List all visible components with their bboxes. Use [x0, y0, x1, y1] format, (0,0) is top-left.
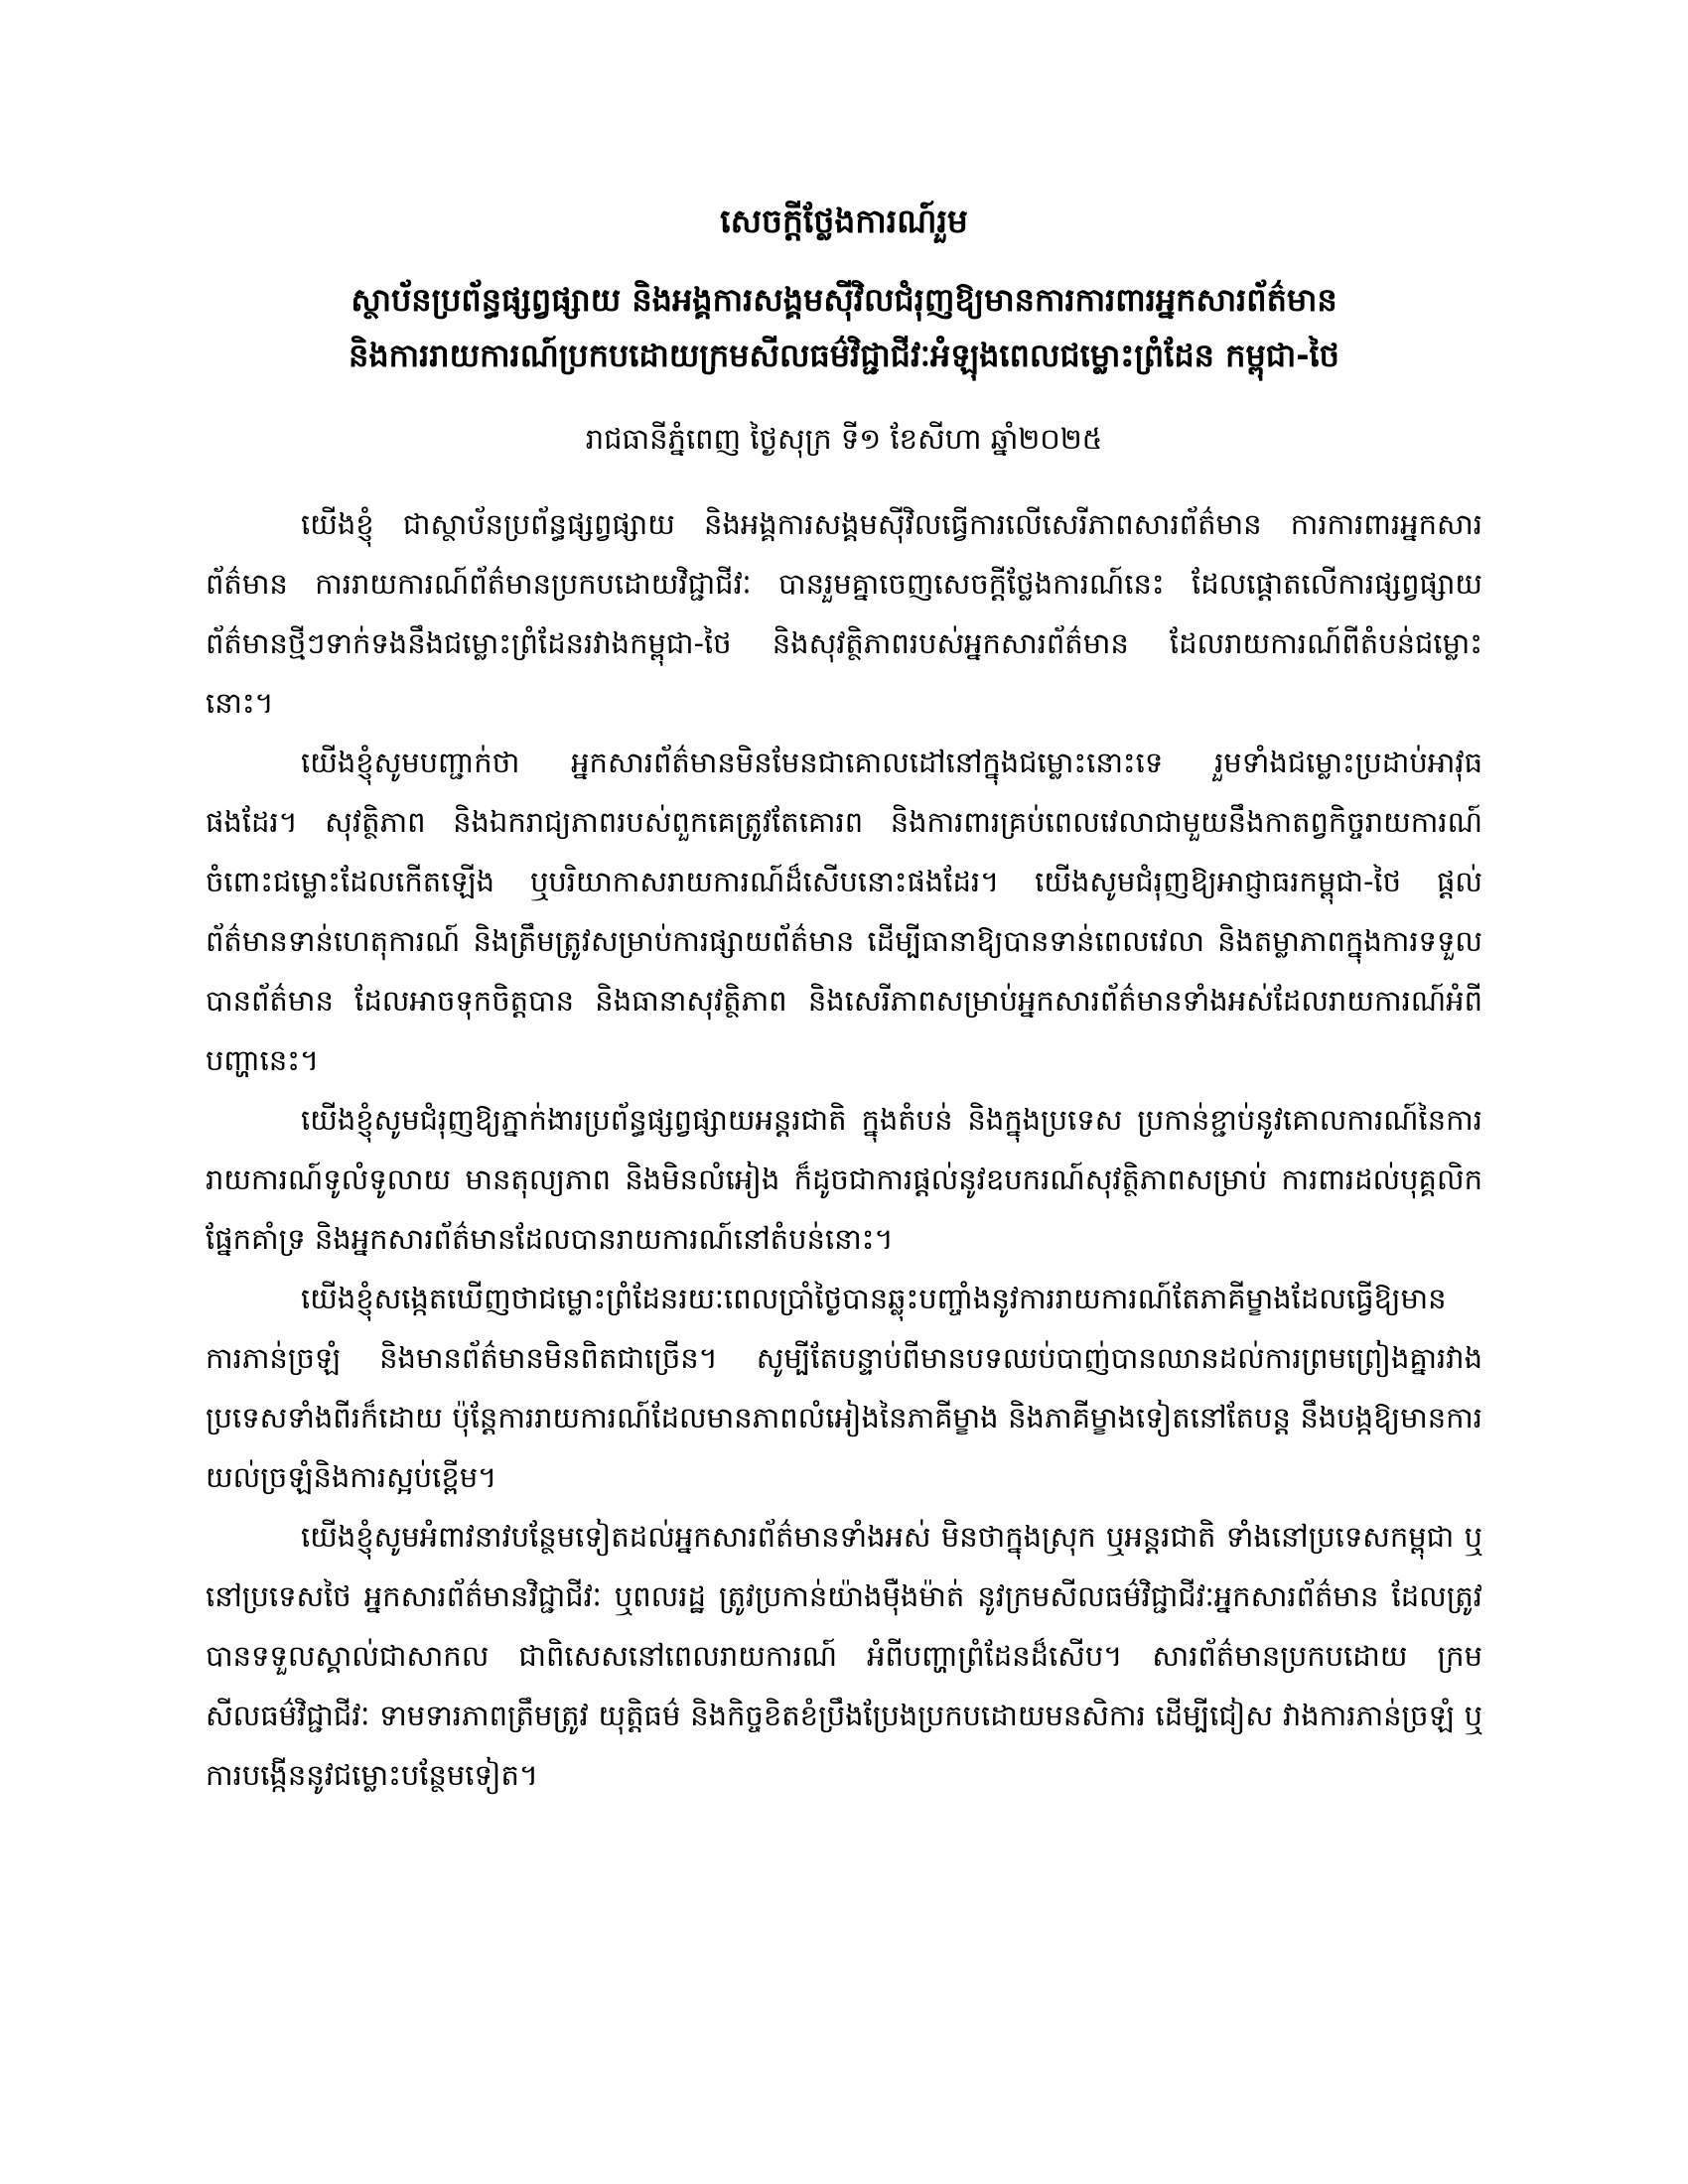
- subtitle-line-1: ស្ថាប័នប្រព័ន្ធផ្សព្វផ្សាយ និងអង្គការសង្គមស៊ីវិលជំរុញឱ្យមានការការពារអ្នកសារព័ត៌មាន: [351, 281, 1337, 319]
- statement-subtitle: [206, 272, 1482, 383]
- paragraph-4: យើងខ្ញុំសង្កេតឃើញថាជម្លោះព្រំដែនរយៈពេលប្រាំថ្ងៃបានឆ្លុះបញ្ចាំងនូវការរាយការណ៍តែភាគីម្ខាងដែលធ្វើឱ្យមានការភាន់ច្រឡំ និងមានព័ត៌មានមិនពិតជាច្រើន។ សូម្បីតែបន្ទាប់ពីមានបទឈប់បាញ់បានឈានដល់ការព្រមព្រៀងគ្នារវាងប្រទេសទាំងពីរក៏ដោយ ប៉ុន្តែការរាយការណ៍ដែលមានភាពលំអៀងនៃភាគីម្ខាង និងភាគីម្ខាងទៀតនៅតែបន្ត នឹងបង្កឱ្យមានការយល់ច្រឡំនិងការស្អប់ខ្ពើម។: [206, 1282, 1482, 1494]
- statement-body: [206, 494, 1482, 1805]
- subtitle-line-2: និងការរាយការណ៍ប្រកបដោយក្រមសីលធម៌វិជ្ជាជីវៈអំឡុងពេលជម្លោះព្រំដែន កម្ពុជា-ថៃ: [349, 337, 1339, 374]
- dateline: រាជធានីភ្នំពេញ ថ្ងៃសុក្រ ទី១ ខែសីហា ឆ្នាំ២០២៥: [585, 422, 1103, 456]
- paragraph-1: យើងខ្ញុំ ជាស្ថាប័នប្រព័ន្ធផ្សព្វផ្សាយ និងអង្គការសង្គមស៊ីវិលធ្វើការលើសេរីភាពសារព័ត៌មាន ការការពារអ្នកសារព័ត៌មាន ការរាយការណ៍ព័ត៌មានប្រកបដោយវិជ្ជាជីវៈ បានរួមគ្នាចេញសេចក្តីថ្លែងការណ៍នេះ ដែលផ្តោតលើការផ្សព្វផ្សាយព័ត៌មានថ្មីៗទាក់ទងនឹងជម្លោះព្រំដែនរវាងកម្ពុជា-ថៃ និងសុវត្ថិភាពរបស់អ្នកសារព័ត៌មាន ដែលរាយការណ៍ពីតំបន់ជម្លោះនោះ។: [206, 507, 1482, 720]
- statement-title: សេចក្តីថ្លែងការណ៍រួម: [720, 202, 968, 240]
- paragraph-2: យើងខ្ញុំសូមបញ្ជាក់ថា អ្នកសារព័ត៌មានមិនមែនជាគោលដៅនៅក្នុងជម្លោះនោះទេ រួមទាំងជម្លោះប្រដាប់អាវុធផងដែរ។ សុវត្ថិភាព និងឯករាជ្យភាពរបស់ពួកគេត្រូវតែគោរព និងការពារគ្រប់ពេលវេលាជាមួយនឹងកាតព្វកិច្ចរាយការណ៍ចំពោះជម្លោះដែលកើតឡើង ឬបរិយាកាសរាយការណ៍ដ៏សើបនោះផងដែរ។ យើងសូមជំរុញឱ្យអាជ្ញាធរកម្ពុជា-ថៃ ផ្តល់ព័ត៌មានទាន់ហេតុការណ៍ និងត្រឹមត្រូវសម្រាប់ការផ្សាយព័ត៌មាន ដើម្បីធានាឱ្យបានទាន់ពេលវេលា និងតម្លាភាពក្នុងការទទួលបានព័ត៌មាន ដែលអាចទុកចិត្តបាន និងធានាសុវត្ថិភាព និងសេរីភាពសម្រាប់អ្នកសារព័ត៌មានទាំងអស់ដែលរាយការណ៍អំពីបញ្ហានេះ។: [206, 746, 1482, 1077]
- paragraph-5: យើងខ្ញុំសូមអំពាវនាវបន្ថែមទៀតដល់អ្នកសារព័ត៌មានទាំងអស់ មិនថាក្នុងស្រុក ឬអន្តរជាតិ ទាំងនៅប្រទេសកម្ពុជា ឬនៅប្រទេសថៃ អ្នកសារព័ត៌មានវិជ្ជាជីវៈ ឬពលរដ្ឋ ត្រូវប្រកាន់យ៉ាងម៉ឺងម៉ាត់ នូវក្រមសីលធម៌វិជ្ជាជីវៈអ្នកសារព័ត៌មាន ដែលត្រូវបានទទួលស្គាល់ជាសាកល ជាពិសេសនៅពេលរាយការណ៍ អំពីបញ្ហាព្រំដែនដ៏សើប។ សារព័ត៌មានប្រកបដោយ ក្រមសីលធម៌វិជ្ជាជីវៈ ទាមទារភាពត្រឹមត្រូវ យុត្តិធម៌ និងកិច្ចខិតខំប្រឹងប្រែងប្រកបដោយមនសិការ ដើម្បីជៀស វាងការភាន់ច្រឡំ ឬការបង្កើននូវជម្លោះបន្ថែមទៀត។: [206, 1520, 1482, 1792]
- paragraph-3: យើងខ្ញុំសូមជំរុញឱ្យភ្នាក់ងារប្រព័ន្ធផ្សព្វផ្សាយអន្តរជាតិ ក្នុងតំបន់ និងក្នុងប្រទេស ប្រកាន់ខ្ជាប់នូវគោលការណ៍នៃការ រាយការណ៍ទូលំទូលាយ មានតុល្យភាព និងមិនលំអៀង ក៏ដូចជាការផ្តល់នូវឧបករណ៍សុវត្ថិភាពសម្រាប់ ការពារដល់បុគ្គលិកផ្នែកគាំទ្រ និងអ្នកសារព័ត៌មានដែលបានរាយការណ៍នៅតំបន់នោះ។: [206, 1103, 1482, 1256]
